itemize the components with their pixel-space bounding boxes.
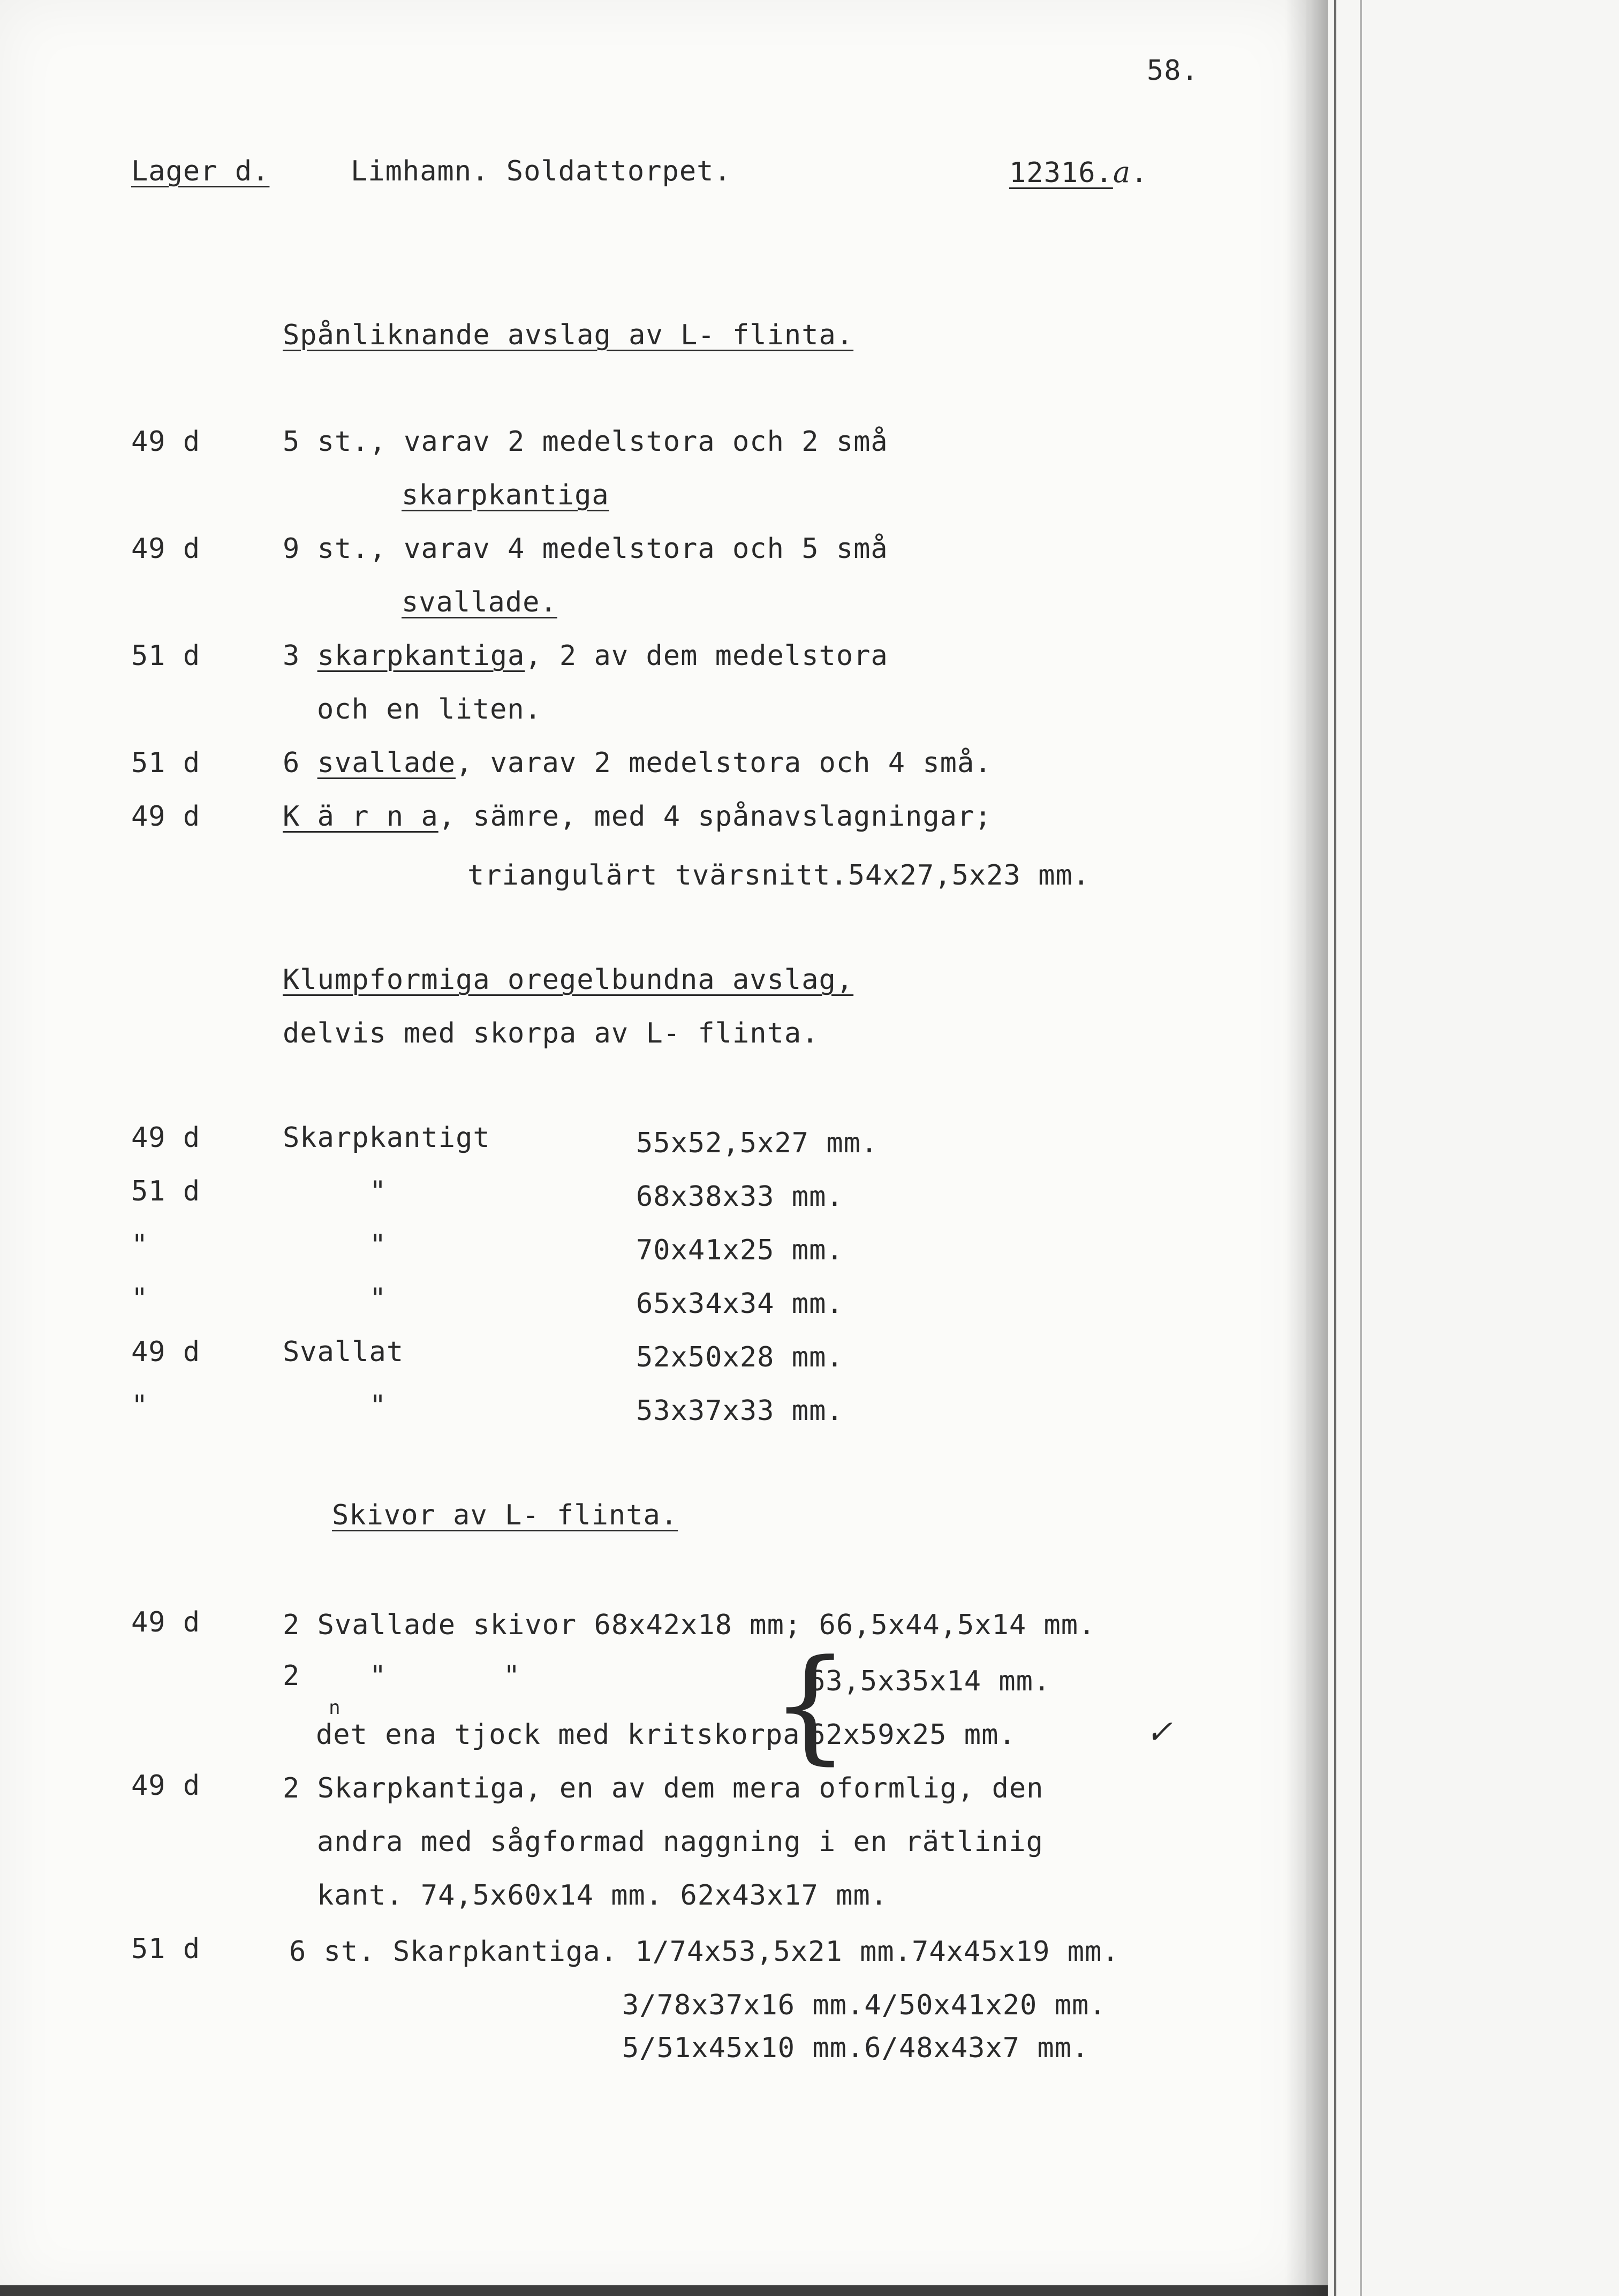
row-continuation: andra med sågformad naggning i en rätlinig — [317, 1826, 1043, 1858]
row-description: " — [369, 1175, 387, 1207]
row-ditto-2: " — [503, 1660, 521, 1692]
brace-dimensions-bottom: 62x59x25 mm. — [808, 1719, 1016, 1751]
row-ref: 49 d — [131, 1122, 201, 1154]
row-rest: , 2 av dem medelstora — [525, 640, 888, 672]
adjacent-page-strip — [1328, 0, 1619, 2296]
row-continuation: 5/51x45x10 mm.6/48x43x7 mm. — [622, 2032, 1090, 2064]
check-mark-icon: ✓ — [1146, 1713, 1173, 1751]
row-continuation: skarpkantiga — [402, 479, 609, 511]
row-note: det ena tjock med kritskorpa — [316, 1719, 800, 1751]
row-text: 9 st., varav 4 medelstora och 5 små — [283, 533, 888, 565]
row-ref: 49 d — [131, 800, 201, 833]
row-ref: 51 d — [131, 1175, 201, 1207]
binding-line-2 — [1360, 0, 1362, 2296]
section-title-1: Spånliknande avslag av L- flinta. — [283, 319, 854, 351]
row-text — [283, 800, 992, 833]
row-dimensions: 53x37x33 mm. — [636, 1395, 844, 1427]
row-dimensions: 70x41x25 mm. — [636, 1234, 844, 1266]
row-count: 2 — [283, 1660, 300, 1692]
row-description: Skarpkantigt — [283, 1122, 490, 1154]
row-text: 2 Skarpkantiga, en av dem mera oformlig, den — [283, 1772, 1044, 1804]
brace-dimensions-top: 63,5x35x14 mm. — [808, 1665, 1051, 1697]
row-continuation: och en liten. — [317, 693, 542, 726]
catalog-number-text: 12316. — [1009, 157, 1113, 189]
row-ref: 51 d — [131, 747, 201, 779]
page-edge-shadow — [1285, 0, 1328, 2296]
section-title-2: Klumpformiga oregelbundna avslag, — [283, 964, 854, 996]
row-count: 6 — [283, 747, 300, 779]
row-rest: , sämre, med 4 spånavslagningar; — [438, 800, 992, 833]
row-description: Svallat — [283, 1336, 404, 1368]
row-ref: " — [131, 1282, 149, 1315]
header-layer: Lager d. — [131, 155, 270, 187]
section-title-3: Skivor av L- flinta. — [332, 1499, 678, 1531]
row-ref: " — [131, 1229, 149, 1261]
row-text — [283, 640, 888, 672]
row-continuation: svallade. — [402, 586, 557, 618]
row-ref: 49 d — [131, 1336, 201, 1368]
row-dimensions: 68x38x33 mm. — [636, 1181, 844, 1213]
brace-symbol: { — [771, 1634, 850, 1777]
row-text: 6 st. Skarpkantiga. 1/74x53,5x21 mm.74x45x19 mm. — [289, 1936, 1119, 1968]
row-text: 5 st., varav 2 medelstora och 2 små — [283, 426, 888, 458]
scan-bottom-edge — [0, 2285, 1328, 2296]
row-text: 2 Svallade skivor 68x42x18 mm; 66,5x44,5x14 mm. — [283, 1609, 1096, 1641]
row-ref: " — [131, 1389, 149, 1422]
section-subtitle-2: delvis med skorpa av L- flinta. — [283, 1017, 819, 1049]
catalog-suffix: a — [1113, 155, 1131, 189]
row-ref: 49 d — [131, 426, 201, 458]
row-count: 3 — [283, 640, 300, 672]
row-continuation: kant. 74,5x60x14 mm. 62x43x17 mm. — [317, 1879, 888, 1912]
row-ref: 49 d — [131, 1606, 201, 1638]
row-dimensions: 52x50x28 mm. — [636, 1341, 844, 1373]
row-ref: 49 d — [131, 1770, 201, 1802]
row-ref: 51 d — [131, 640, 201, 672]
row-continuation: triangulärt tvärsnitt.54x27,5x23 mm. — [467, 859, 1091, 892]
row-underlined-term: skarpkantiga — [317, 640, 525, 672]
row-ref: 49 d — [131, 533, 201, 565]
row-rest: , varav 2 medelstora och 4 små. — [456, 747, 992, 779]
row-text — [283, 747, 992, 779]
page-number: 58. — [1147, 55, 1199, 87]
row-ditto-1: " — [369, 1660, 387, 1692]
row-continuation: 3/78x37x16 mm.4/50x41x20 mm. — [622, 1989, 1107, 2021]
row-underlined-term: K ä r n a — [283, 800, 438, 833]
header-catalog-number: 12316.a. — [1009, 155, 1148, 189]
row-dimensions: 65x34x34 mm. — [636, 1288, 844, 1320]
row-description: " — [369, 1229, 387, 1261]
handwritten-correction: n — [329, 1697, 341, 1719]
row-ref: 51 d — [131, 1933, 201, 1965]
binding-line-1 — [1334, 0, 1336, 2296]
row-dimensions: 55x52,5x27 mm. — [636, 1127, 879, 1159]
row-description: " — [369, 1389, 387, 1422]
row-underlined-term: svallade — [317, 747, 456, 779]
row-description: " — [369, 1282, 387, 1315]
header-location: Limhamn. Soldattorpet. — [351, 155, 731, 187]
